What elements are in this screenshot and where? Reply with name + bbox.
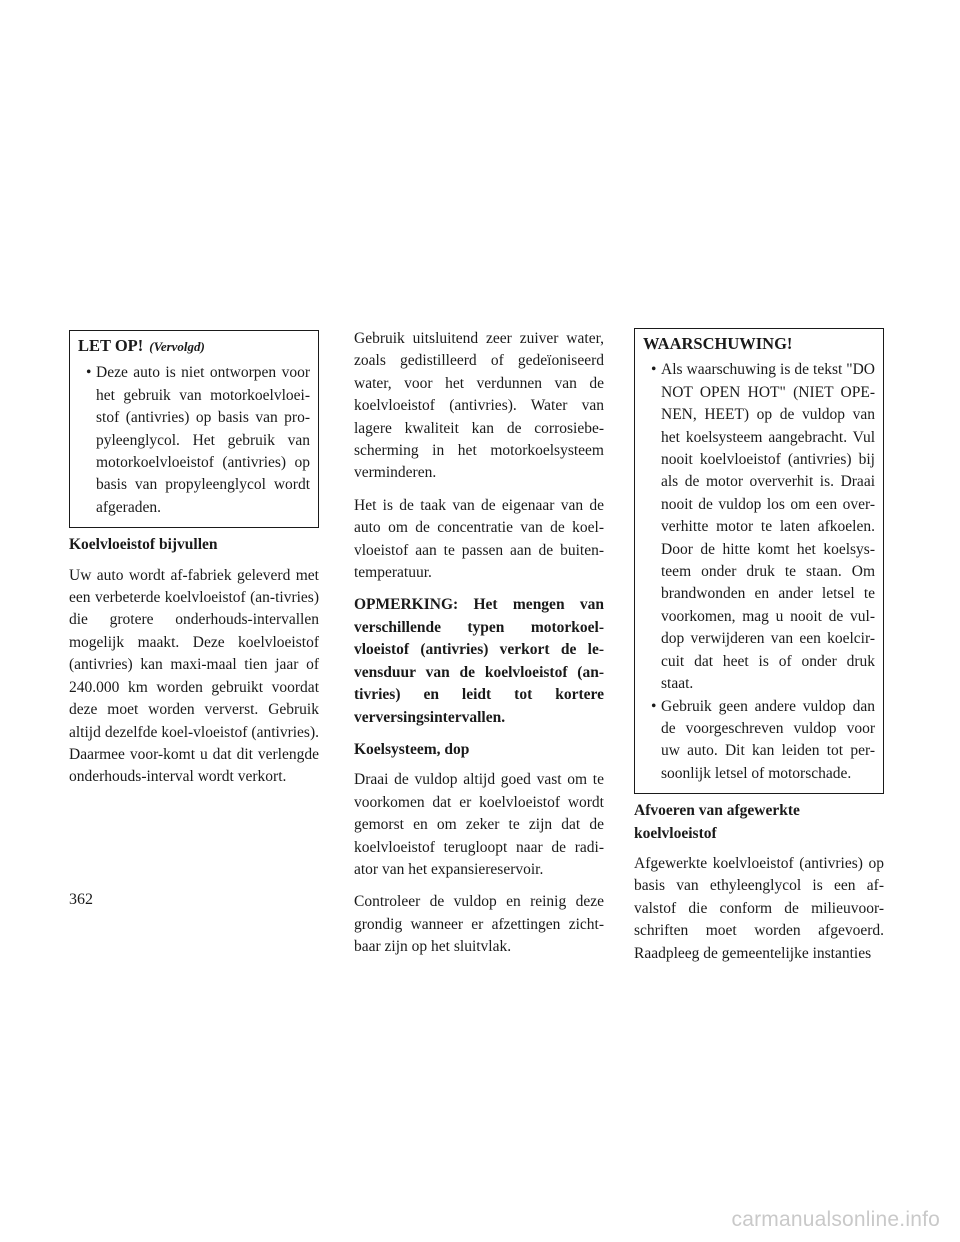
caution-title: LET OP!: [78, 336, 144, 355]
warning-bullet-text: Als waarschuwing is de tekst "DO NOT OPEN HOT" (NIET OPE-NEN, HEET) op de vuldop van het koelsysteem aangebracht. Vul nooit koelvloeistof (antivries) bij als de motor oververhit is. Draai nooit de vuldop los om een over-verhitte motor te laten afkoelen. Door de hitte komt het koelsys-teem onder druk te staan. Om brandwonden en ander letsel te voorkomen, mag u nooit de vul-dop verwijderen van een koelcir-cuit dat heet is of onder druk staat.: [661, 361, 875, 693]
paragraph-water: Gebruik uitsluitend zeer zuiver water, zoals gedistilleerd of gedeïoniseerd water, voor het verdunnen van de koelvloeistof (antivries). Water van lagere kwaliteit kan de corrosiebe-scherming in het motorkoelsysteem verminderen.: [354, 330, 604, 482]
heading-disposal: Afvoeren van afgewerkte koelvloeistof: [634, 802, 800, 842]
note-mixing: OPMERKING: Het mengen van verschillende typen motorkoel-vloeistof (antivries) verkort de le-vensduur van de koelvloeistof (an-tivries) en leidt tot kortere verversingsintervallen.: [354, 596, 604, 726]
warning-bullet: [643, 359, 875, 695]
warning-list: [643, 359, 875, 785]
heading-cap: Koelsysteem, dop: [354, 740, 470, 758]
bullet-icon: •: [86, 364, 92, 382]
column-right: [634, 328, 884, 975]
paragraph-owner: Het is de taak van de eigenaar van de auto om de concentratie van de koel-vloeistof aan te passen aan de buiten-temperatuur.: [354, 496, 604, 582]
caution-bullet-text: Deze auto is niet ontworpen voor het gebruik van motorkoelvloei-stof (antivries) op basis van pro-pyleenglycol. Het gebruik van motorkoelvloeistof (antivries) op basis van propyleenglycol wordt afgeraden.: [96, 364, 310, 516]
column-left: [69, 328, 319, 799]
column-middle: [354, 328, 604, 969]
paragraph-cap-1: Draai de vuldop altijd goed vast om te voorkomen dat er koelvloeistof wordt gemorst en om zeker te zijn dat de koelvloeistof terugloopt naar de radi-ator van het expansiereservoir.: [354, 771, 604, 878]
caution-bullet: [78, 362, 310, 519]
bullet-icon: •: [651, 697, 657, 715]
bullet-icon: •: [651, 361, 657, 379]
heading-refill: Koelvloeistof bijvullen: [69, 536, 218, 554]
continued-label: (Vervolgd): [149, 339, 205, 354]
caution-box: [69, 330, 319, 528]
paragraph-refill: Uw auto wordt af-fabriek geleverd met een verbeterde koelvloeistof (an-tivries) die grotere onderhouds-intervallen mogelijk maakt. Deze koelvloeistof (antivries) kan maxi-maal tien jaar of 240.000 km worden gebruikt voordat deze moet worden ververst. Gebruik altijd dezelfde koel-vloeistof (antivries). Daarmee voor-komt u dat dit verlengde onderhouds-interval wordt verkort.: [69, 566, 319, 786]
warning-box: [634, 328, 884, 794]
warning-title: WAARSCHUWING!: [643, 334, 793, 353]
caution-list: [78, 362, 310, 519]
paragraph-disposal: Afgewerkte koelvloeistof (antivries) op basis van ethyleenglycol is een af-valstof die conform de milieuvoor-schriften moet worden afgevoerd. Raadpleeg de gemeentelijke instanties: [634, 854, 884, 962]
caution-title-row: [78, 335, 310, 358]
warning-bullet-text: Gebruik geen andere vuldop dan de voorgeschreven vuldop voor uw auto. Dit kan leiden tot per-soonlijk letsel of motorschade.: [661, 697, 875, 782]
paragraph-cap-2: Controleer de vuldop en reinig deze grondig wanneer er afzettingen zicht-baar zijn op het sluitvlak.: [354, 893, 604, 956]
page-number: 362: [69, 891, 93, 908]
warning-bullet: [643, 696, 875, 786]
watermark-link[interactable]: carmanualsonline.info: [731, 1208, 940, 1231]
